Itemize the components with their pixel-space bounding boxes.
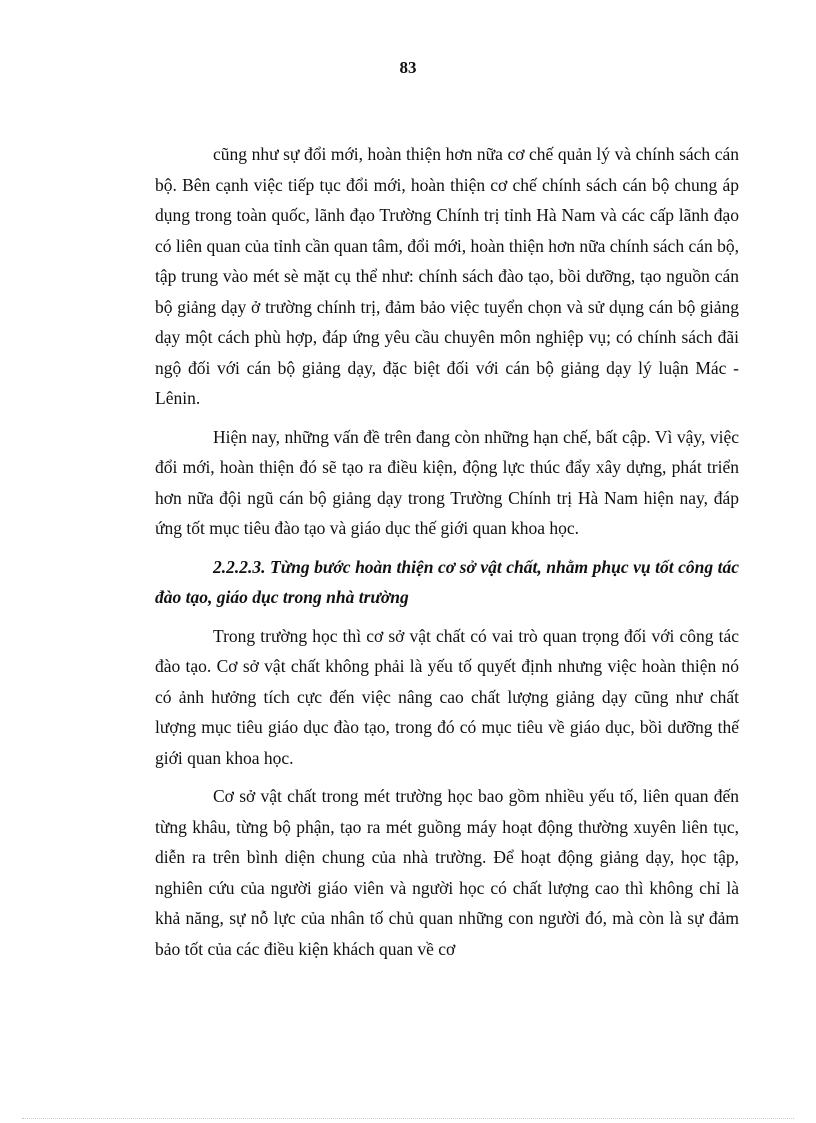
paragraph-facilities-role: Trong trường học thì cơ sở vật chất có vai trò quan trọng đối với công tác đào tạo. Cơ sở vật chất không phải là yếu tố quyết định nhưng việc hoàn thiện nó có ảnh hưởng tích cực đến việc nâng cao chất lượng giảng dạy cũng như chất lượng mục tiêu giáo dục đào tạo, trong đó có mục tiêu về giáo dục, bồi dưỡng thế giới quan khoa học. (155, 625, 739, 768)
page-number: 83 (399, 58, 417, 77)
section-heading: 2.2.2.3. Từng bước hoàn thiện cơ sở vật chất, nhằm phục vụ tốt công tác đào tạo, giáo dục trong nhà trường (155, 556, 739, 607)
body-text (155, 139, 739, 972)
paragraph-policy-reform: cũng như sự đổi mới, hoàn thiện hơn nữa cơ chế quản lý và chính sách cán bộ. Bên cạnh việc tiếp tục đổi mới, hoàn thiện cơ chế chính sách cán bộ chung áp dụng trong toàn quốc, lãnh đạo Trường Chính trị tỉnh Hà Nam và các cấp lãnh đạo có liên quan của tỉnh cần quan tâm, đổi mới, hoàn thiện hơn nữa chính sách cán bộ, tập trung vào mét sè mặt cụ thể như: chính sách đào tạo, bồi dưỡng, tạo nguồn cán bộ giảng dạy ở trường chính trị, đảm bảo việc tuyển chọn và sử dụng cán bộ giảng dạy một cách phù hợp, đáp ứng yêu cầu chuyên môn nghiệp vụ; có chính sách đãi ngộ đối với cán bộ giảng dạy, đặc biệt đối với cán bộ giảng dạy lý luận Mác - Lênin. (155, 144, 739, 408)
paragraph-current-limitations: Hiện nay, những vấn đề trên đang còn những hạn chế, bất cập. Vì vậy, việc đổi mới, hoàn thiện đó sẽ tạo ra điều kiện, động lực thúc đẩy xây dựng, phát triển hơn nữa đội ngũ cán bộ giảng dạy trong Trường Chính trị Hà Nam hiện nay, đáp ứng tốt mục tiêu đào tạo và giáo dục thế giới quan khoa học. (155, 426, 739, 538)
paragraph-facilities-elements: Cơ sở vật chất trong mét trường học bao gồm nhiều yếu tố, liên quan đến từng khâu, từng bộ phận, tạo ra mét guồng máy hoạt động thường xuyên liên tục, diễn ra trên bình diện chung của nhà trường. Để hoạt động giảng dạy, học tập, nghiên cứu của người giáo viên và người học có chất lượng cao thì không chỉ là khả năng, sự nỗ lực của nhân tố chủ quan những con người đó, mà còn là sự đảm bảo tốt của các điều kiện khách quan về cơ (155, 786, 739, 959)
page-bottom-divider (22, 1118, 794, 1119)
